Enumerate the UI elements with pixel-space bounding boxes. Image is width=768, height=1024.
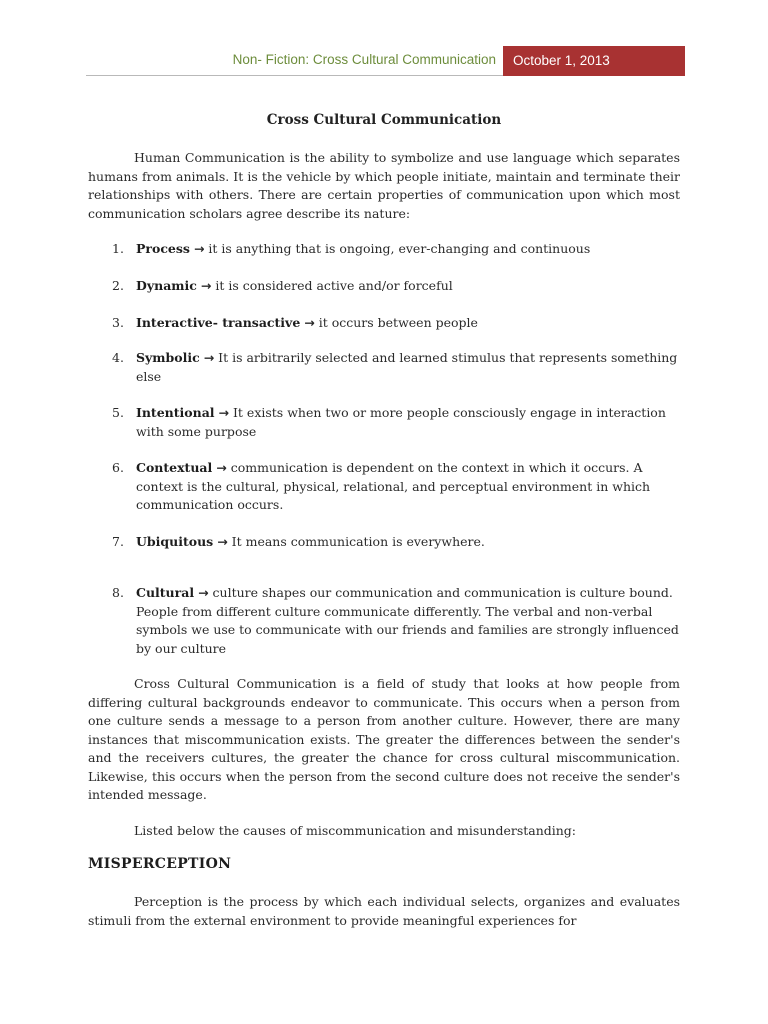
- right-arrow-icon: →: [203, 350, 215, 365]
- property-term: Intentional: [136, 405, 215, 420]
- property-text: It is arbitrarily selected and learned stimulus that represents something else: [136, 350, 678, 384]
- list-number: 4.: [112, 350, 124, 365]
- property-term: Symbolic: [136, 350, 200, 365]
- cross-cultural-paragraph: Cross Cultural Communication is a field of study that looks at how people from differing cultural backgrounds endeavor to communicate. This occurs when a person from one culture sends a message to a person from another culture. However, there are many instances that miscommunication exists. The greater the differences between the sender's and the receivers cultures, the greater the chance for cross cultural miscommunication. Likewise, this occurs when the person from the second culture does not receive the sender's intended message.: [88, 676, 680, 802]
- property-term: Ubiquitous: [136, 534, 214, 549]
- property-item-dynamic: [112, 277, 680, 296]
- right-arrow-icon: →: [200, 278, 212, 293]
- list-number: 3.: [112, 315, 124, 330]
- property-item-ubiquitous: [112, 533, 680, 552]
- property-term: Contextual: [136, 460, 213, 475]
- property-text: it is considered active and/or forceful: [211, 278, 453, 293]
- list-number: 1.: [112, 241, 124, 256]
- header-date-badge: October 1, 2013: [503, 46, 685, 76]
- property-item-intentional: [112, 404, 680, 441]
- right-arrow-icon: →: [304, 315, 315, 330]
- property-text: communication is dependent on the context in which it occurs. A context is the cultural, physical, relational, and perceptual environment in which communication occurs.: [136, 460, 651, 512]
- header-rule: [86, 75, 503, 76]
- right-arrow-icon: →: [217, 534, 228, 549]
- property-item-cultural: [112, 584, 680, 658]
- property-text: it is anything that is ongoing, ever-changing and continuous: [204, 241, 591, 256]
- property-text: It exists when two or more people consciously engage in interaction with some purpose: [136, 405, 666, 439]
- header-title: Non- Fiction: Cross Cultural Communication: [232, 52, 496, 67]
- document-title: Cross Cultural Communication: [266, 112, 502, 128]
- property-item-symbolic: [112, 349, 680, 386]
- list-number: 2.: [112, 278, 124, 293]
- right-arrow-icon: →: [198, 585, 209, 600]
- list-number: 5.: [112, 405, 124, 420]
- list-number: 8.: [112, 585, 124, 600]
- intro-paragraph: Human Communication is the ability to symbolize and use language which separates humans from animals. It is the vehicle by which people initiate, maintain and terminate their relationships with others. There are certain properties of communication upon which most communication scholars agree describe its nature:: [88, 150, 680, 221]
- property-text: It means communication is everywhere.: [227, 534, 485, 549]
- property-item-interactive: [112, 314, 680, 333]
- list-number: 6.: [112, 460, 124, 475]
- right-arrow-icon: →: [218, 405, 230, 420]
- property-text: it occurs between people: [314, 315, 478, 330]
- section-heading: MISPERCEPTION: [88, 856, 232, 872]
- property-term: Dynamic: [136, 278, 197, 293]
- property-item-process: [112, 240, 680, 259]
- list-number: 7.: [112, 534, 124, 549]
- property-term: Interactive- transactive: [136, 315, 301, 330]
- page-header: [0, 46, 768, 76]
- right-arrow-icon: →: [193, 241, 205, 256]
- right-arrow-icon: →: [216, 460, 227, 475]
- property-item-contextual: [112, 459, 680, 515]
- property-term: Process: [136, 241, 190, 256]
- causes-intro-paragraph: Listed below the causes of miscommunication and misunderstanding:: [134, 823, 577, 838]
- perception-paragraph: Perception is the process by which each individual selects, organizes and evaluates stimuli from the external environment to provide meaningful experiences for: [88, 894, 680, 928]
- property-term: Cultural: [136, 585, 195, 600]
- property-text: culture shapes our communication and communication is culture bound. People from different culture communicate differently. The verbal and non-verbal symbols we use to communicate with our friends and families are strongly influenced by our culture: [136, 585, 679, 656]
